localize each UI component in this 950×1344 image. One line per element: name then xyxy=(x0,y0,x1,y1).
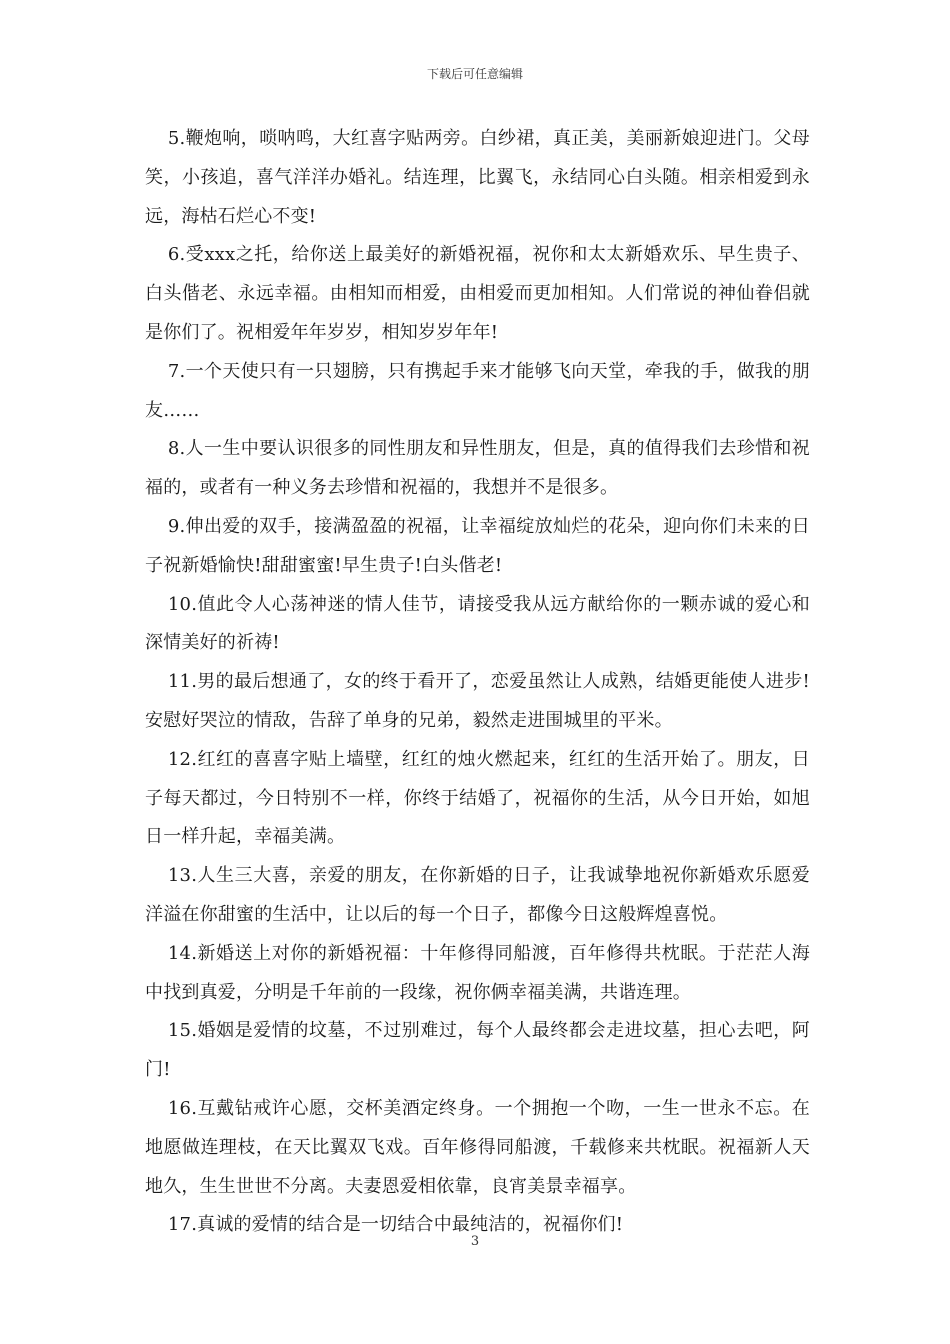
paragraph-6: 6.受xxx之托，给你送上最美好的新婚祝福，祝你和太太新婚欢乐、早生贵子、白头偕老、永远幸福。由相知而相爱，由相爱而更加相知。人们常说的神仙眷侣就是你们了。祝相爱年年岁岁，相知岁岁年年! xyxy=(145,244,810,343)
page-number: 3 xyxy=(470,1234,480,1249)
page-header: 下载后可任意编辑 xyxy=(426,67,523,81)
paragraph-9: 9.伸出爱的双手，接满盈盈的祝福，让幸福绽放灿烂的花朵，迎向你们未来的日子祝新婚愉快!甜甜蜜蜜!早生贵子!白头偕老! xyxy=(145,515,810,576)
paragraph-14: 14.新婚送上对你的新婚祝福：十年修得同船渡，百年修得共枕眠。于茫茫人海中找到真爱，分明是千年前的一段缘，祝你俩幸福美满，共谐连理。 xyxy=(145,942,810,1003)
paragraph-11: 11.男的最后想通了，女的终于看开了，恋爱虽然让人成熟，结婚更能使人进步!安慰好哭泣的情敌，告辞了单身的兄弟，毅然走进围城里的平米。 xyxy=(145,671,810,731)
paragraph-7: 7.一个天使只有一只翅膀，只有携起手来才能够飞向天堂，牵我的手，做我的朋友…… xyxy=(145,360,810,421)
paragraph-12: 12.红红的喜喜字贴上墙壁，红红的烛火燃起来，红红的生活开始了。朋友，日子每天都过，今日特别不一样，你终于结婚了，祝福你的生活，从今日开始，如旭日一样升起，幸福美满。 xyxy=(145,748,810,848)
document-body xyxy=(145,120,810,1245)
paragraph-17: 17.真诚的爱情的结合是一切结合中最纯洁的，祝福你们! xyxy=(167,1214,624,1236)
paragraph-16: 16.互戴钻戒许心愿，交杯美酒定终身。一个拥抱一个吻，一生一世永不忘。在地愿做连理枝，在天比翼双飞戏。百年修得同船渡，千载修来共枕眠。祝福新人天地久，生生世世不分离。夫妻恩爱相依靠，良宵美景幸福享。 xyxy=(145,1097,810,1197)
paragraph-8: 8.人一生中要认识很多的同性朋友和异性朋友，但是，真的值得我们去珍惜和祝福的，或者有一种义务去珍惜和祝福的，我想并不是很多。 xyxy=(145,438,810,499)
paragraph-13: 13.人生三大喜，亲爱的朋友，在你新婚的日子，让我诚挚地祝你新婚欢乐愿爱洋溢在你甜蜜的生活中，让以后的每一个日子，都像今日这般辉煌喜悦。 xyxy=(145,865,810,925)
paragraph-5: 5.鞭炮响，唢呐鸣，大红喜字贴两旁。白纱裙，真正美，美丽新娘迎进门。父母笑，小孩追，喜气洋洋办婚礼。结连理，比翼飞，永结同心白头随。相亲相爱到永远，海枯石烂心不变! xyxy=(145,128,810,227)
paragraph-15: 15.婚姻是爱情的坟墓，不过别难过，每个人最终都会走进坟墓，担心去吧，阿门! xyxy=(145,1020,810,1081)
paragraph-10: 10.值此令人心荡神迷的情人佳节，请接受我从远方献给你的一颗赤诚的爱心和深情美好的祈祷! xyxy=(145,593,810,654)
